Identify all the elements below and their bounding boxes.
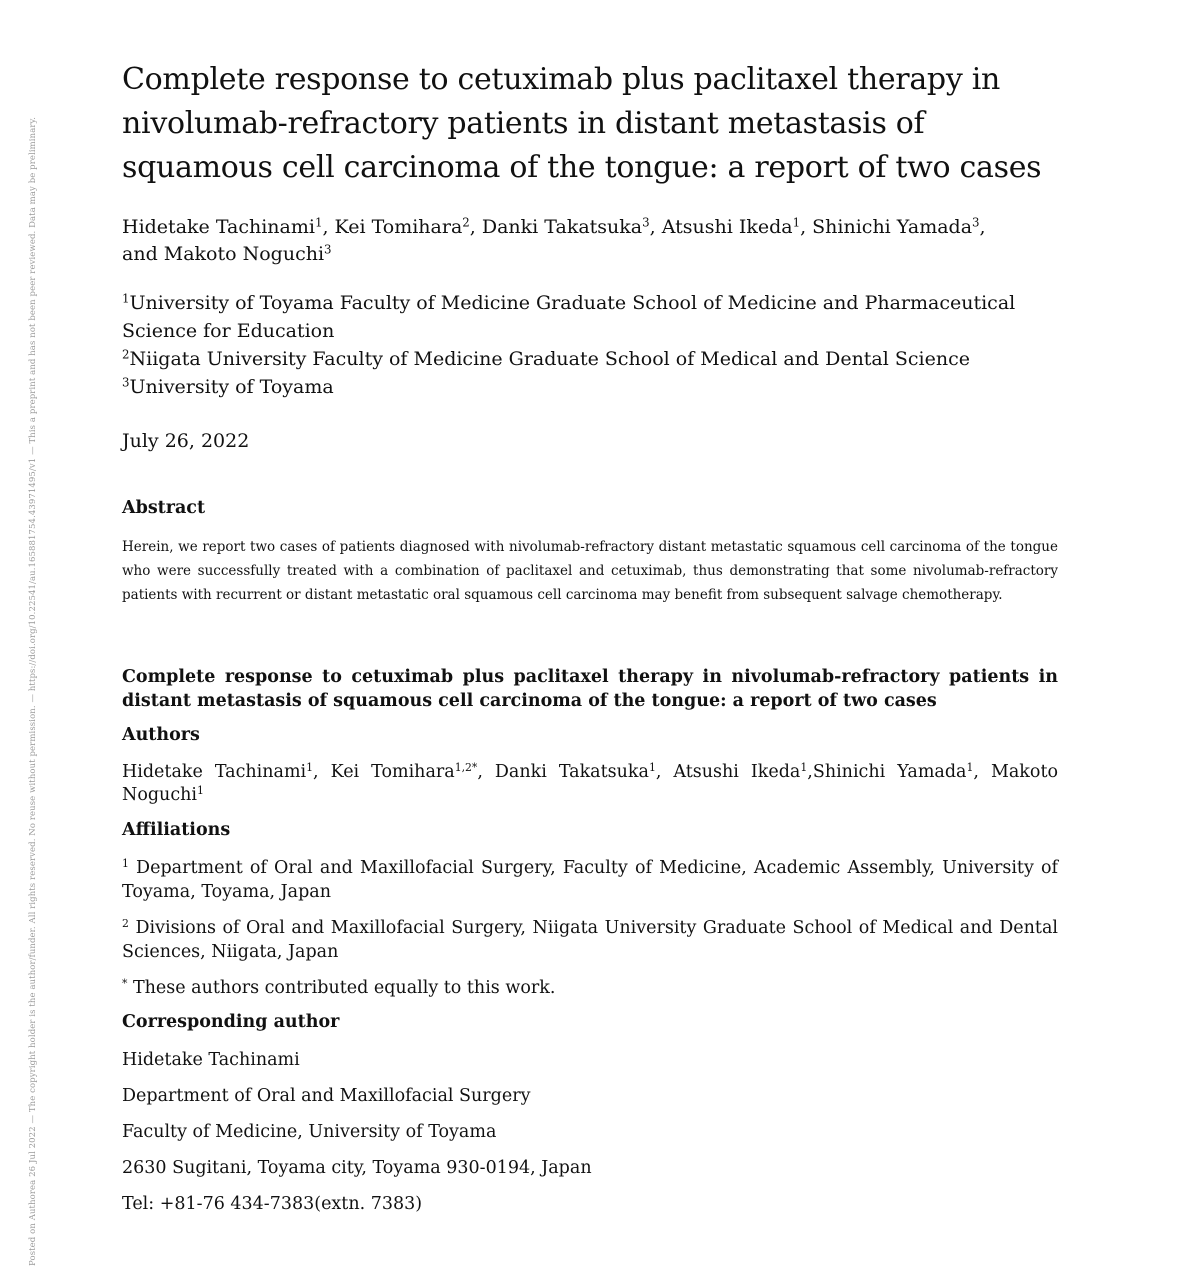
affiliation-mark: 2 [122,917,129,931]
affiliation-mark: 2 [122,347,130,362]
affiliation-item [122,345,1062,373]
author-name: ,Shinichi Yamada [807,762,967,782]
author-affil-mark: 3 [642,215,650,230]
corresponding-faculty: Faculty of Medicine, University of Toyama [122,1122,497,1142]
author-name: , Atsushi Ikeda [649,216,793,238]
affiliations-heading: Affiliations [122,820,231,840]
corresponding-heading: Corresponding author [122,1012,340,1032]
affiliation-text: University of Toyama Faculty of Medicine Graduate School of Medicine and Pharmaceutical Science for Education [122,292,1016,342]
author-name: , Kei Tomihara [322,216,463,238]
affiliation-text: Niigata University Faculty of Medicine Graduate School of Medical and Dental Science [129,348,970,370]
corresponding-department: Department of Oral and Maxillofacial Surgery [122,1086,531,1106]
author-affil-mark: 1 [800,761,808,775]
body-title: Complete response to cetuximab plus paclitaxel therapy in nivolumab-refractory patients in distant metastasis of squamous cell carcinoma of the tongue: a report of two cases [122,667,1058,711]
body-affiliation-item [122,856,1058,904]
body-author-list [122,761,1058,807]
author-name: , Danki Takatsuka [477,762,649,782]
note-text: These authors contributed equally to this work. [127,978,556,998]
affiliation-item [122,373,1062,401]
author-name: , and Makoto Noguchi [122,216,986,265]
author-affil-mark: 1 [792,215,801,230]
author-affil-mark: 3 [972,215,980,230]
author-name: , Kei Tomihara [313,762,455,782]
author-name: , Atsushi Ikeda [655,762,801,782]
author-affil-mark: 2 [462,215,470,230]
author-name: Hidetake Tachinami [122,216,315,238]
abstract-text: Herein, we report two cases of patients diagnosed with nivolumab-refractory distant metastatic squamous cell carcinoma of the tongue who were successfully treated with a combination of paclitaxel and cetuximab, thus demonstrating that some nivolumab-refractory patients with recurrent or distant metastatic oral squamous cell carcinoma may benefit from subsequent salvage chemotherapy. [122,539,1058,603]
author-affil-mark: 1 [966,761,974,775]
preprint-notice: Posted on Authorea 26 Jul 2022 — The copyright holder is the author/funder. All rights reserved. No reuse without permission. — https://doi.org/10.22541/au.165881754.43971495/v1 — This a preprint and has not been peer reviewed. Data may be preliminary. [28,116,38,1266]
affiliation-mark: 1 [122,857,129,871]
author-affil-mark: 1,2* [454,761,478,775]
paper-title: Complete response to cetuximab plus paclitaxel therapy in nivolumab-refractory patients in distant metastasis of squamous cell carcinoma of the tongue: a report of two cases [122,62,1042,185]
affiliation-text: University of Toyama [129,376,334,398]
author-affil-mark: 1 [314,215,323,230]
author-name: Hidetake Tachinami [122,762,307,782]
author-name: , Shinichi Yamada [800,216,973,238]
author-name: , Danki Takatsuka [469,216,643,238]
affiliation-item [122,289,1062,345]
author-affil-mark: 1 [197,784,204,798]
corresponding-address: 2630 Sugitani, Toyama city, Toyama 930-0194, Japan [122,1158,592,1178]
note-mark: * [122,977,128,991]
author-affil-mark: 3 [324,242,332,257]
abstract-heading: Abstract [122,498,206,518]
affiliation-mark: 3 [122,375,130,390]
affiliation-mark: 1 [122,291,130,306]
author-list [122,214,1022,268]
preprint-sidebar [28,0,44,1268]
corresponding-name: Hidetake Tachinami [122,1050,300,1070]
author-affil-mark: 1 [648,761,656,775]
affiliation-list [122,289,1062,401]
publication-date: July 26, 2022 [122,430,250,452]
affiliation-text: Divisions of Oral and Maxillofacial Surgery, Niigata University Graduate School of Medical and Dental Sciences, Niigata, Japan [122,918,1058,962]
author-affil-mark: 1 [306,761,314,775]
equal-contribution-note [122,976,1058,1000]
body-affiliation-item [122,916,1058,964]
affiliation-text: Department of Oral and Maxillofacial Surgery, Faculty of Medicine, Academic Assembly, University of Toyama, Toyama, Japan [122,858,1058,902]
author-name: , Makoto Noguchi [122,762,1059,805]
authors-heading: Authors [122,725,200,745]
corresponding-phone: Tel: +81-76 434-7383(extn. 7383) [122,1194,423,1214]
